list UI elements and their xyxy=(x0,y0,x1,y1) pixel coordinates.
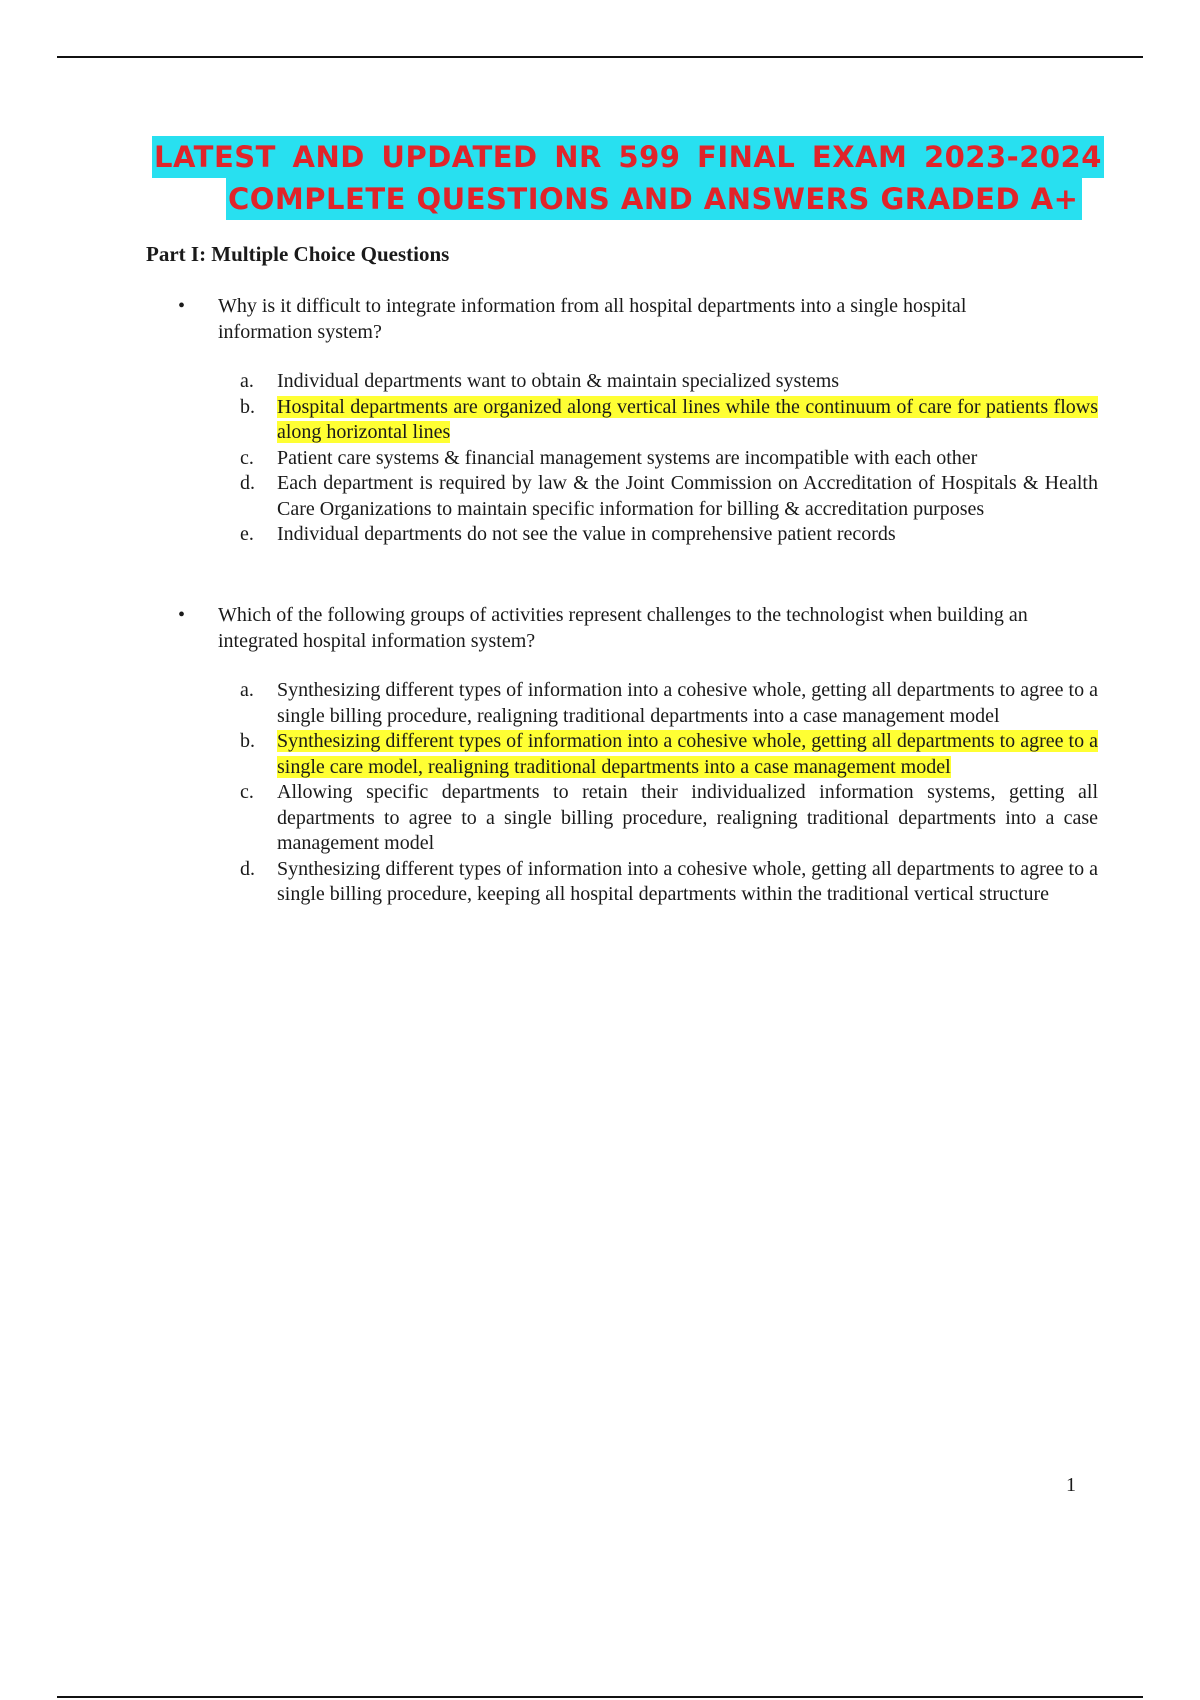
highlighted-answer: Hospital departments are organized along vertical lines while the continuum of care for patients flows along horizontal lines xyxy=(277,395,1098,443)
bullet-icon: • xyxy=(178,295,186,317)
option-d xyxy=(240,857,1098,908)
question-stem xyxy=(178,602,1098,654)
answer-options xyxy=(240,678,1098,908)
answer-options xyxy=(240,369,1098,548)
option-text: Individual departments want to obtain & maintain specialized systems xyxy=(277,370,840,392)
title-word: NR xyxy=(554,140,602,174)
bullet-icon: • xyxy=(178,604,186,626)
option-text: Synthesizing different types of information into a cohesive whole, getting all departments to agree to a single billing procedure, realigning traditional departments into a case management model xyxy=(277,679,1098,727)
top-rule xyxy=(57,56,1143,58)
option-letter: b. xyxy=(240,730,255,752)
question-1 xyxy=(178,293,1098,564)
title-line-1 xyxy=(152,136,1104,178)
option-c xyxy=(240,446,1098,472)
option-letter: a. xyxy=(240,679,254,701)
page-number: 1 xyxy=(1066,1474,1076,1496)
title-word: EXAM xyxy=(811,140,908,174)
title-word: AND xyxy=(292,140,365,174)
option-letter: c. xyxy=(240,446,254,469)
option-letter: d. xyxy=(240,857,255,880)
title-word: 599 xyxy=(618,140,681,174)
option-text: Individual departments do not see the value in comprehensive patient records xyxy=(277,523,896,545)
option-letter: d. xyxy=(240,472,255,494)
part-heading: Part I: Multiple Choice Questions xyxy=(146,242,450,266)
option-b xyxy=(240,729,1098,780)
question-text: Why is it difficult to integrate information from all hospital departments into a single hospital information system? xyxy=(218,295,967,343)
option-letter: c. xyxy=(240,781,254,803)
option-a xyxy=(240,678,1098,729)
bottom-rule xyxy=(57,1696,1143,1698)
option-b xyxy=(240,395,1098,446)
document-title xyxy=(152,136,1104,220)
option-text: Patient care systems & financial management systems are incompatible with each other xyxy=(277,446,978,469)
option-a xyxy=(240,369,1098,395)
title-word: FINAL xyxy=(697,140,796,174)
title-word: 2023-2024 xyxy=(923,140,1102,174)
title-word: UPDATED xyxy=(381,140,538,174)
option-text: Synthesizing different types of information into a cohesive whole, getting all departments to agree to a single billing procedure, keeping all hospital departments within the traditional vertical structure xyxy=(277,857,1098,905)
option-c xyxy=(240,780,1098,857)
option-text: Each department is required by law & the Joint Commission on Accreditation of Hospitals & Health Care Organizations to maintain specific information for billing & accreditation purposes xyxy=(277,472,1098,520)
option-letter: b. xyxy=(240,395,255,418)
option-e xyxy=(240,522,1098,548)
option-letter: e. xyxy=(240,523,254,545)
question-stem xyxy=(178,293,1098,345)
question-text: Which of the following groups of activities represent challenges to the technologist when building an integrated hospital information system? xyxy=(218,604,1028,652)
option-letter: a. xyxy=(240,370,254,392)
question-2 xyxy=(178,602,1098,924)
title-line-2: COMPLETE QUESTIONS AND ANSWERS GRADED A+ xyxy=(226,178,1082,220)
option-d xyxy=(240,471,1098,522)
highlighted-answer: Synthesizing different types of information into a cohesive whole, getting all departments to agree to a single care model, realigning traditional departments into a case management model xyxy=(277,730,1098,778)
title-word: LATEST xyxy=(154,140,276,174)
option-text: Allowing specific departments to retain their individualized information systems, getting all departments to agree to a single billing procedure, realigning traditional departments into a case management model xyxy=(277,781,1098,854)
